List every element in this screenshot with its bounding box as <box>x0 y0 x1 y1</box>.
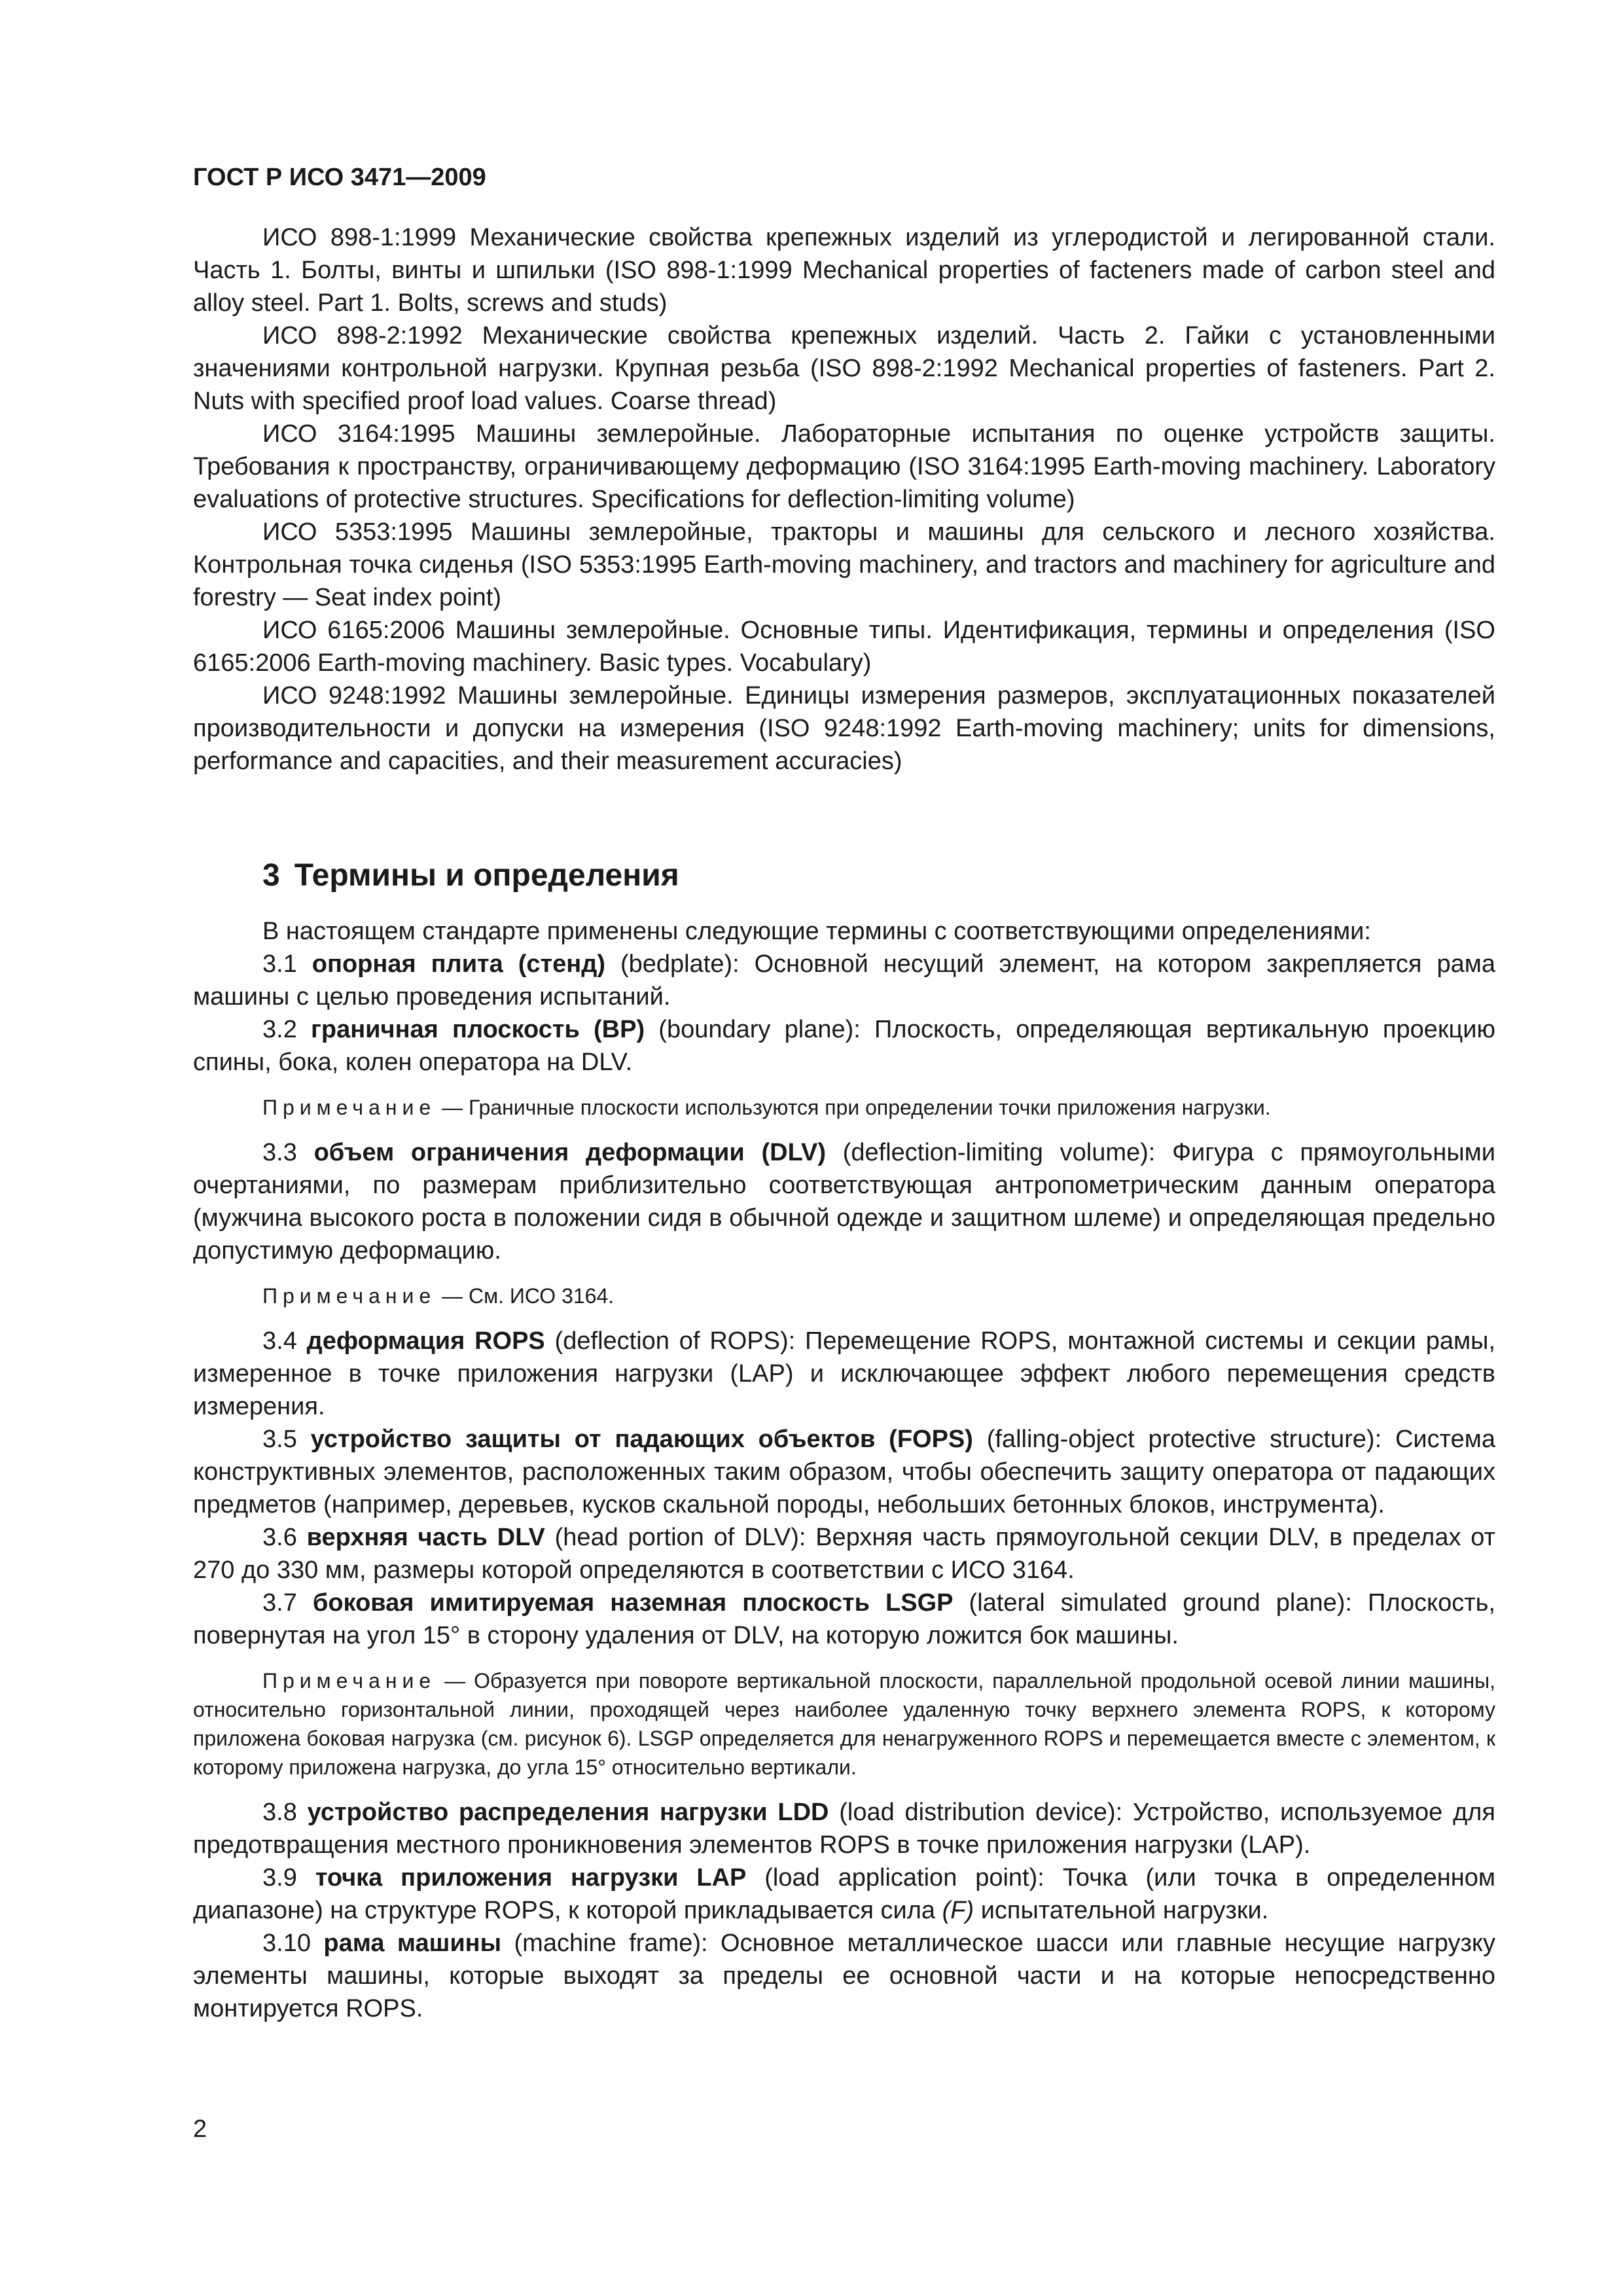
term-definition-end: испытательной нагрузки. <box>974 1897 1269 1924</box>
reference-code: ИСО 9248:1992 <box>262 682 446 709</box>
term-name: рама машины <box>323 1929 502 1957</box>
reference-code: ИСО 6165:2006 <box>262 617 445 644</box>
definition-3-2 <box>193 1013 1495 1079</box>
force-symbol: (F) <box>942 1897 974 1924</box>
term-number: 3.10 <box>262 1929 324 1957</box>
definition-3-8 <box>193 1796 1495 1861</box>
note-label: Примечание <box>262 1096 437 1119</box>
term-definition: (deflection of ROPS): Перемещение ROPS, монтажной системы и секции рамы, измеренное в точке приложения нагрузки (LAP) и исключающее эффект любого перемещения средств измерения. <box>193 1327 1496 1420</box>
term-definition: (load distribution device): Устройство, используемое для предотвращения местного проникновения элементов ROPS в точке приложения нагрузки (LAP). <box>193 1799 1495 1859</box>
definition-3-7 <box>193 1587 1495 1652</box>
definition-3-3 <box>193 1136 1495 1267</box>
term-number: 3.7 <box>262 1589 313 1617</box>
section-title: Термины и определения <box>294 858 679 893</box>
note-2 <box>193 1282 1495 1310</box>
reference-item <box>193 614 1495 679</box>
note-label: Примечание <box>262 1669 437 1693</box>
note-1 <box>193 1093 1495 1122</box>
term-name: точка приложения нагрузки LAP <box>315 1864 747 1892</box>
definitions-list <box>193 915 1495 2025</box>
term-number: 3.3 <box>262 1139 314 1166</box>
reference-item <box>193 418 1495 516</box>
term-definition: (bedplate): Основной несущий элемент, на котором закрепляется рама машины с целью проведения испытаний. <box>193 950 1495 1011</box>
reference-item <box>193 516 1495 614</box>
term-name: объем ограничения деформации (DLV) <box>313 1139 826 1166</box>
definition-3-1 <box>193 948 1495 1013</box>
term-number: 3.4 <box>262 1327 307 1355</box>
reference-code: ИСО 898-2:1992 <box>262 322 463 350</box>
term-definition: (machine frame): Основное металлическое шасси или главные несущие нагрузку элементы машины, которые выходят за пределы ее основной части и на которые непосредственно монтируется ROPS. <box>193 1929 1495 2022</box>
term-number: 3.8 <box>262 1799 308 1826</box>
term-number: 3.5 <box>262 1426 311 1453</box>
note-label: Примечание <box>262 1284 437 1308</box>
term-definition: (deflection-limiting volume): Фигура с прямоугольными очертаниями, по размерам приблизительно соответствующая антропометрическим данным оператора (мужчина высокого роста в положении сидя в обычной одежде и защитном шлеме) и определяющая предельно допустимую деформацию. <box>193 1139 1495 1265</box>
term-number: 3.1 <box>262 950 312 978</box>
term-number: 3.6 <box>262 1524 307 1551</box>
section-intro: В настоящем стандарте применены следующие термины с соответствующими определениями: <box>262 918 1371 945</box>
note-text: — Граничные плоскости используются при определении точки приложения нагрузки. <box>436 1096 1271 1119</box>
document-header: ГОСТ Р ИСО 3471—2009 <box>193 164 486 191</box>
reference-item <box>193 221 1495 319</box>
note-3 <box>193 1666 1495 1782</box>
definition-3-5 <box>193 1423 1495 1521</box>
reference-text: Машины землеройные. Лабораторные испытания по оценке устройств защиты. Требования к пространству, ограничивающему деформацию (ISO 3164:1995 Earth-moving machinery. Laboratory evaluations of protective structures. Specifications for deflection-limiting volume) <box>193 420 1495 513</box>
section-heading <box>262 856 1495 895</box>
note-text: — См. ИСО 3164. <box>436 1284 615 1308</box>
reference-code: ИСО 3164:1995 <box>262 420 455 448</box>
term-name: устройство защиты от падающих объектов (FOPS) <box>310 1426 973 1453</box>
definition-3-6 <box>193 1521 1495 1587</box>
term-name: опорная плита (стенд) <box>312 950 606 978</box>
term-name: боковая имитируемая наземная плоскость LSGP <box>312 1589 954 1617</box>
references-list <box>193 221 1495 778</box>
term-number: 3.9 <box>262 1864 315 1892</box>
definition-3-10 <box>193 1927 1495 2025</box>
reference-text: Машины землеройные. Основные типы. Идентификация, термины и определения (ISO 6165:2006 Earth-moving machinery. Basic types. Vocabulary) <box>193 617 1495 677</box>
term-definition: (boundary plane): Плоскость, определяющая вертикальную проекцию спины, бока, колен оператора на DLV. <box>193 1016 1495 1076</box>
note-text: — Образуется при повороте вертикальной плоскости, параллельной продольной осевой линии машины, относительно горизонтальной линии, проходящей через наиболее удаленную точку верхнего элемента ROPS, к которому приложена боковая нагрузка (см. рисунок 6). LSGP определяется для ненагруженного ROPS и перемещается вместе с элементом, к которому приложена нагрузка, до угла 15° относительно вертикали. <box>193 1669 1495 1779</box>
term-definition: (load application point): Точка (или точка в определенном диапазоне) на структуре ROPS, к которой прикладывается сила <box>193 1864 1495 1924</box>
reference-text: Механические свойства крепежных изделий из углеродистой и легированной стали. Часть 1. Болты, винты и шпильки (ISO 898-1:1999 Mechanical properties of facteners made of carbon steel and alloy steel. Part 1. Bolts, screws and studs) <box>193 224 1495 317</box>
reference-text: Механические свойства крепежных изделий. Часть 2. Гайки с установленными значениями контрольной нагрузки. Крупная резьба (ISO 898-2:1992 Mechanical properties of fasteners. Part 2. Nuts with specified proof load values. Coarse thread) <box>193 322 1495 415</box>
definition-3-9 <box>193 1861 1495 1927</box>
reference-code: ИСО 898-1:1999 <box>262 224 457 251</box>
reference-code: ИСО 5353:1995 <box>262 518 453 546</box>
term-definition: (lateral simulated ground plane): Плоскость, повернутая на угол 15° в сторону удаления от DLV, на которую ложится бок машины. <box>193 1589 1495 1649</box>
section-number: 3 <box>262 858 280 893</box>
term-name: верхняя часть DLV <box>306 1524 545 1551</box>
term-name: деформация ROPS <box>306 1327 545 1355</box>
reference-text: Машины землеройные, тракторы и машины для сельского и лесного хозяйства. Контрольная точка сиденья (ISO 5353:1995 Earth-moving machinery, and tractors and machinery for agriculture and forestry — Seat index point) <box>193 518 1495 611</box>
term-definition: (head portion of DLV): Верхняя часть прямоугольной секции DLV, в пределах от 270 до 330 мм, размеры которой определяются в соответствии с ИСО 3164. <box>193 1524 1495 1584</box>
page-number: 2 <box>193 2115 207 2143</box>
term-name: граничная плоскость (BP) <box>311 1016 645 1043</box>
document-body <box>193 221 1495 2025</box>
term-number: 3.2 <box>262 1016 312 1043</box>
reference-item <box>193 679 1495 778</box>
definition-3-4 <box>193 1325 1495 1423</box>
term-name: устройство распределения нагрузки LDD <box>307 1799 829 1826</box>
reference-item <box>193 319 1495 418</box>
term-definition: (falling-object protective structure): Система конструктивных элементов, расположенных таким образом, чтобы обеспечить защиту оператора от падающих предметов (например, деревьев, кусков скальной породы, небольших бетонных блоков, инструмента). <box>193 1426 1495 1518</box>
reference-text: Машины землеройные. Единицы измерения размеров, эксплуатационных показателей производительности и допуски на измерения (ISO 9248:1992 Earth-moving machinery; units for dimensions, performance and capacities, and their measurement accuracies) <box>193 682 1495 775</box>
